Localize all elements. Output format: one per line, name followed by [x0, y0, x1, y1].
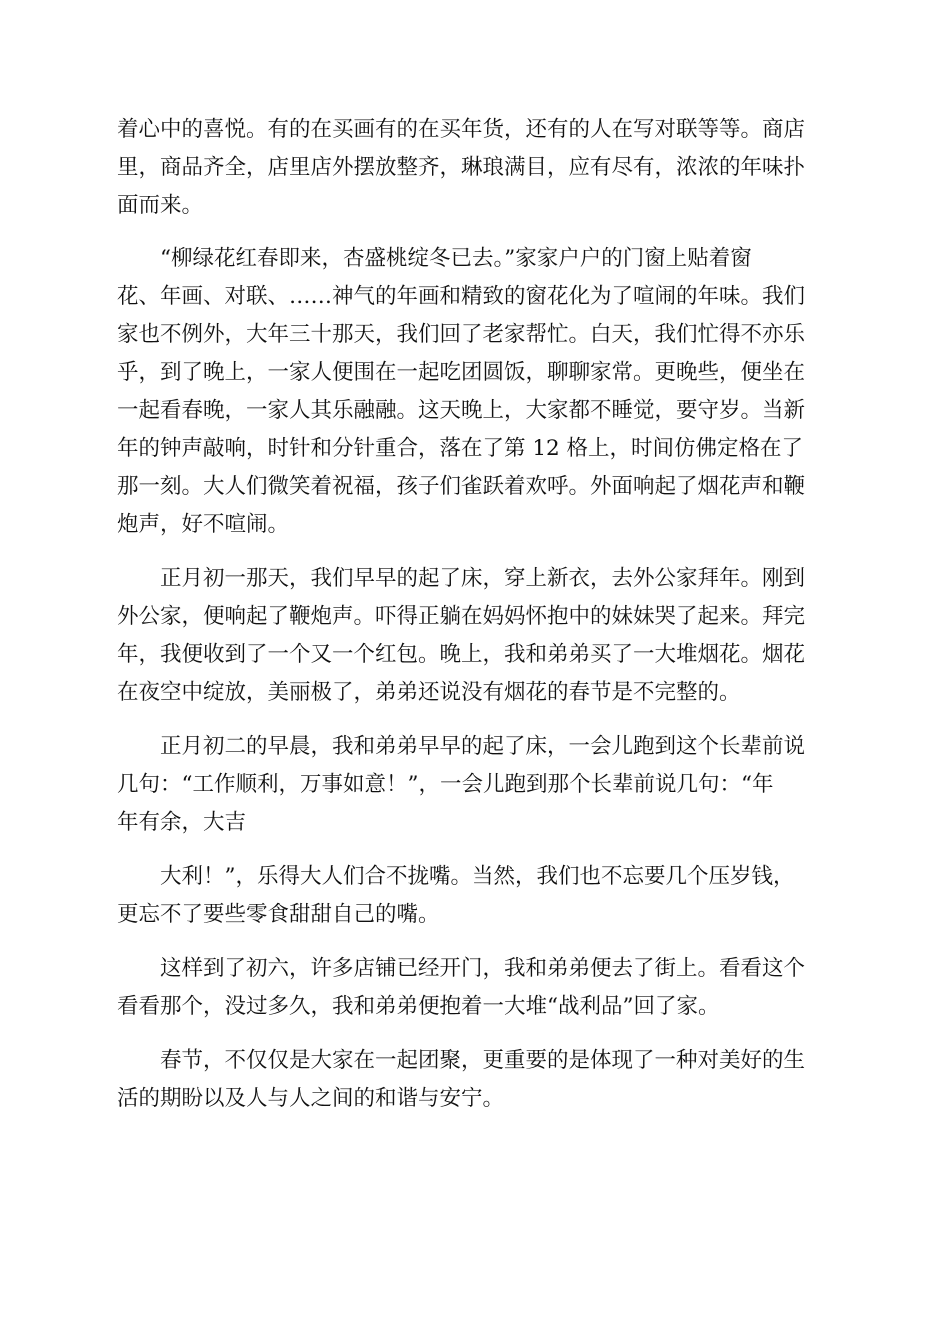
- text-line: 大利！”，乐得大人们合不拢嘴。当然，我们也不忘要几个压岁钱，: [160, 864, 795, 889]
- text-line: 那一刻。大人们微笑着祝福，孩子们雀跃着欢呼。外面响起了烟花声和鞭: [117, 474, 806, 499]
- text-line: 里，商品齐全，店里店外摆放整齐，琳琅满目，应有尽有，浓浓的年味扑: [117, 155, 806, 180]
- text-line: 年的钟声敲响，时针和分针重合，落在了第 12 格上，时间仿佛定格在了: [117, 436, 804, 461]
- text-line: 在夜空中绽放，美丽极了，弟弟还说没有烟花的春节是不完整的。: [117, 680, 741, 705]
- text-line: “柳绿花红春即来，杏盛桃绽冬已去。”家家户户的门窗上贴着窗: [160, 246, 752, 271]
- text-line: 这样到了初六，许多店铺已经开门，我和弟弟便去了街上。看看这个: [160, 956, 806, 981]
- text-line: 正月初二的早晨，我和弟弟早早的起了床，一会儿跑到这个长辈前说: [160, 734, 806, 759]
- text-line: 炮声，好不喧闹。: [117, 512, 290, 537]
- text-line: 更忘不了要些零食甜甜自己的嘴。: [117, 902, 440, 927]
- text-line: 几句：“工作顺利，万事如意！”，一会儿跑到那个长辈前说几句：“年: [117, 772, 774, 797]
- text-line: 一起看春晚，一家人其乐融融。这天晚上，大家都不睡觉，要守岁。当新: [117, 398, 806, 423]
- text-line: 看看那个，没过多久，我和弟弟便抱着一大堆“战利品”回了家。: [117, 994, 720, 1019]
- text-line: 年，我便收到了一个又一个红包。晚上，我和弟弟买了一大堆烟花。烟花: [117, 642, 806, 667]
- text-line: 乎，到了晚上，一家人便围在一起吃团圆饭，聊聊家常。更晚些，便坐在: [117, 360, 806, 385]
- text-line: 家也不例外，大年三十那天，我们回了老家帮忙。白天，我们忙得不亦乐: [117, 322, 806, 347]
- text-line: 年有余，大吉: [117, 810, 247, 835]
- text-line: 花、年画、对联、……神气的年画和精致的窗花化为了喧闹的年味。我们: [117, 284, 806, 309]
- text-line: 着心中的喜悦。有的在买画有的在买年货，还有的人在写对联等等。商店: [117, 117, 806, 142]
- text-line: 正月初一那天，我们早早的起了床，穿上新衣，去外公家拜年。刚到: [160, 566, 806, 591]
- text-line: 春节，不仅仅是大家在一起团聚，更重要的是体现了一种对美好的生: [160, 1048, 806, 1073]
- text-line: 外公家，便响起了鞭炮声。吓得正躺在妈妈怀抱中的妹妹哭了起来。拜完: [117, 604, 806, 629]
- text-line: 活的期盼以及人与人之间的和谐与安宁。: [117, 1086, 505, 1111]
- text-line: 面而来。: [117, 193, 204, 218]
